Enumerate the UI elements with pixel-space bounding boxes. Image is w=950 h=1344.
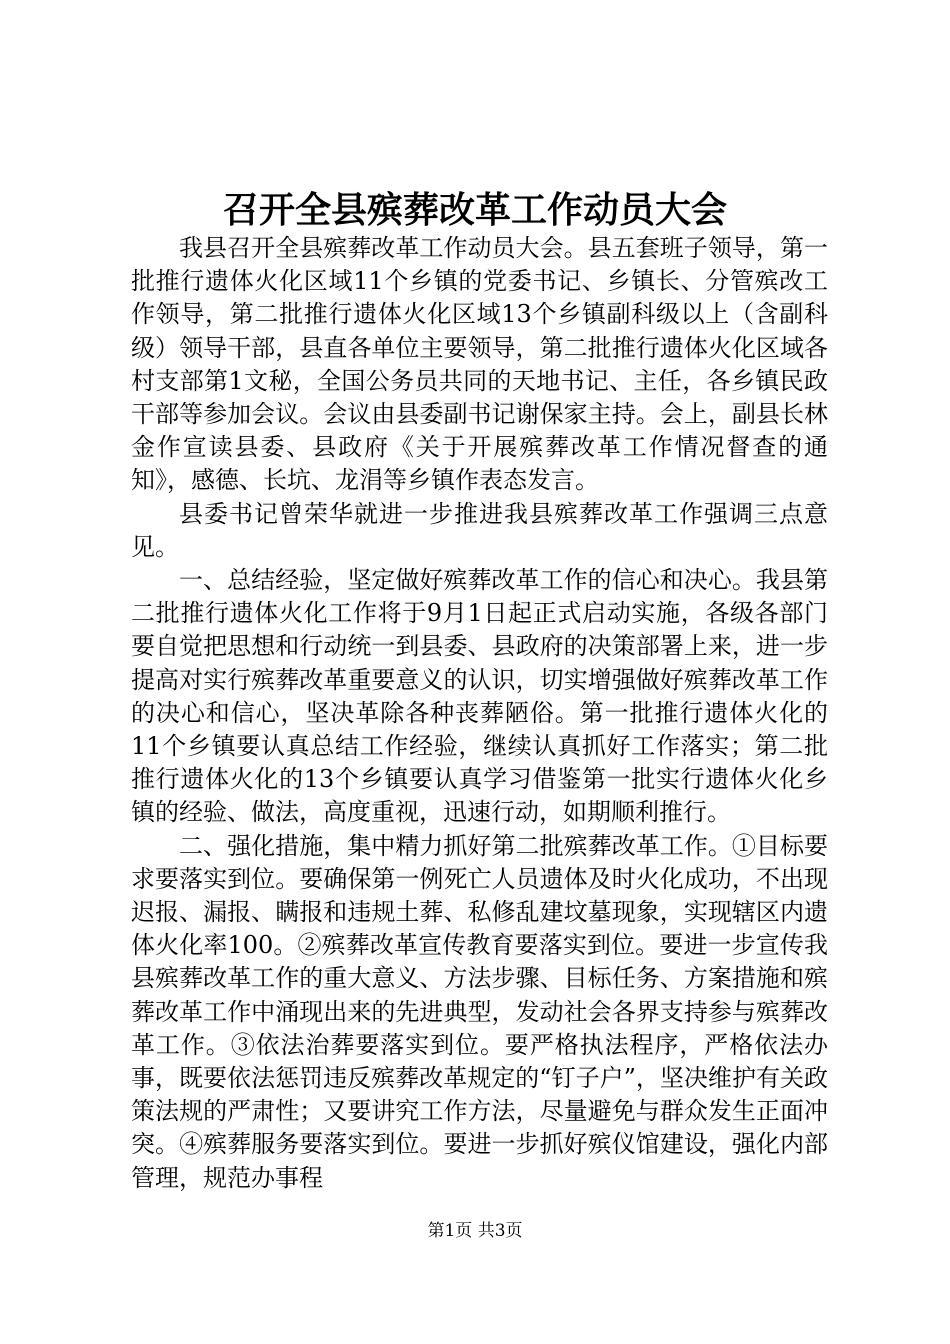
paragraph: 我县召开全县殡葬改革工作动员大会。县五套班子领导，第一批推行遗体火化区域11个乡镇的党委书记、乡镇长、分管殡改工作领导，第二批推行遗体火化区域13个乡镇副科级以上（含副科级）领导干部，县直各单位主要领导，第二批推行遗体火化区域各村支部第1文秘，全国公务员共同的天地书记、主任，各乡镇民政干部等参加会议。会议由县委副书记谢保家主持。会上，副县长林金作宣读县委、县政府《关于开展殡葬改革工作情况督查的通知》，感德、长坑、龙涓等乡镇作表态发言。 bbox=[131, 234, 828, 495]
document-body bbox=[131, 232, 828, 1195]
document-title: 召开全县殡葬改革工作动员大会 bbox=[222, 189, 727, 231]
paragraph: 县委书记曾荣华就进一步推进我县殡葬改革工作强调三点意见。 bbox=[131, 499, 828, 561]
paragraph: 一、总结经验，坚定做好殡葬改革工作的信心和决心。我县第二批推行遗体火化工作将于9月1日起正式启动实施，各级各部门要自觉把思想和行动统一到县委、县政府的决策部署上来，进一步提高对实行殡葬改革重要意义的认识，切实增强做好殡葬改革工作的决心和信心，坚决革除各种丧葬陋俗。第一批推行遗体火化的11个乡镇要认真总结工作经验，继续认真抓好工作落实；第二批推行遗体火化的13个乡镇要认真学习借鉴第一批实行遗体火化乡镇的经验、做法，高度重视，迅速行动，如期顺利推行。 bbox=[131, 566, 828, 827]
page-number-footer: 第1页 共3页 bbox=[427, 1221, 523, 1241]
paragraph: 二、强化措施，集中精力抓好第二批殡葬改革工作。①目标要求要落实到位。要确保第一例死亡人员遗体及时火化成功，不出现迟报、漏报、瞒报和违规土葬、私修乱建坟墓现象，实现辖区内遗体火化率100。②殡葬改革宣传教育要落实到位。要进一步宣传我县殡葬改革工作的重大意义、方法步骤、目标任务、方案措施和殡葬改革工作中涌现出来的先进典型，发动社会各界支持参与殡葬改革工作。③依法治葬要落实到位。要严格执法程序，严格依法办事，既要依法惩罚违反殡葬改革规定的“钉子户”，坚决维护有关政策法规的严肃性；又要讲究工作方法，尽量避免与群众发生正面冲突。④殡葬服务要落实到位。要进一步抓好殡仪馆建设，强化内部管理，规范办事程 bbox=[131, 831, 828, 1192]
